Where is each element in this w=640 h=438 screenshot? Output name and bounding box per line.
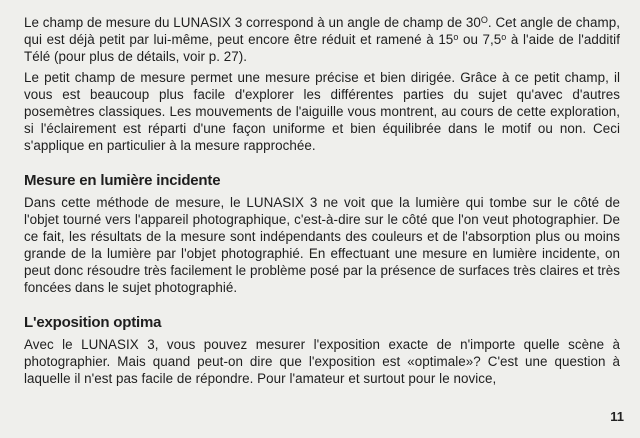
paragraph-optimal-exposure: Avec le LUNASIX 3, vous pouvez mesurer l'exposition exacte de n'importe quelle scène à photographier. Mais quand peut-on dire que l'exposition est «optimale»? C'est une question à laquelle il n'est pas facile de répondre. Pour l'amateur et surtout pour le novice, [24,337,620,386]
paragraph-incident-light: Dans cette méthode de mesure, le LUNASIX 3 ne voit que la lumière qui tombe sur le côté de l'objet tourné vers l'appareil photographique, c'est-à-dire sur le côté que l'on veut photographier. De ce fait, les résultats de la mesure sont indépendants des couleurs et de l'absorption plus ou moins grande de la lumière par l'objet photographié. En effectuant une mesure en lumière incidente, on peut donc résoudre très facilement le problème posé par la présence de surfaces très claires et très foncées dans le sujet photographié. [24,195,620,295]
degree-mark: o [501,32,507,42]
paragraph-measurement-field: Le champ de mesure du LUNASIX 3 correspond à un angle de champ de $30^O$. Cet angle de champ, qui est déjà petit par lui-même, peut encore être réduit et ramené à 15$^o$ ou 7,5$^o$ à l'aide de l'additif Télé (pour plus de détails, voir p. 27). [24,15,620,64]
paragraph-small-field: Le petit champ de mesure permet une mesure précise et bien dirigée. Grâce à ce petit champ, il vous est beaucoup plus facile d'explorer les différentes parties du sujet qu'avec d'autres posemètres classiques. Les mouvements de l'aiguille vous montrent, au cours de cette exploration, si l'éclairement est réparti d'une façon uniforme et bien équilibrée dans le motif ou non. Ceci s'applique en particulier à la mesure rapprochée. [24,70,620,153]
heading-incident-light: Mesure en lumière incidente [24,172,221,189]
page-body [24,14,620,391]
heading-optimal-exposure: L'exposition optima [24,314,162,331]
page-number: 11 [610,409,624,424]
degree-mark: O [480,15,488,25]
degree-mark: o [453,32,459,42]
